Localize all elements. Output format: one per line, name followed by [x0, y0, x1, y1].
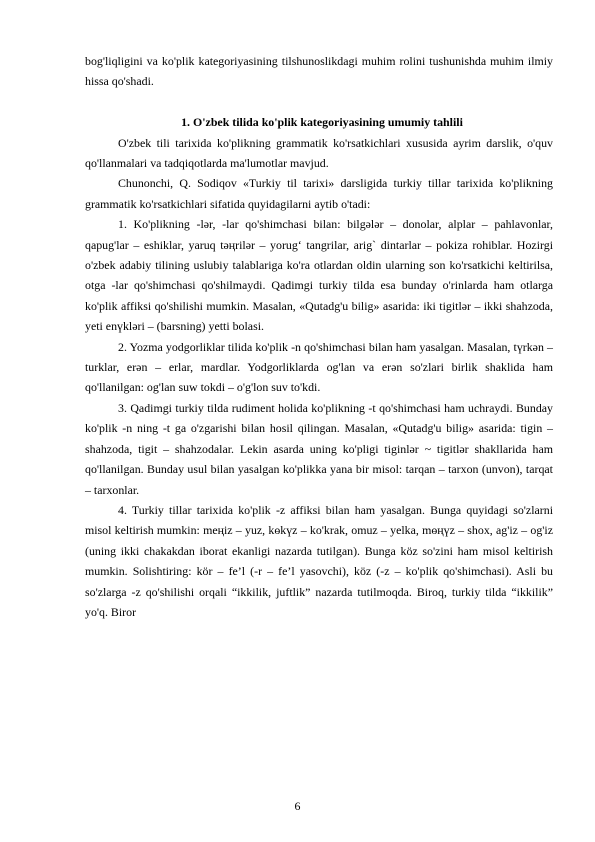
body-paragraph: O'zbek tili tarixida ko'plikning grammatik ko'rsatkichlari xususida ayrim darslik, o'quv qo'llanmalari va tadqiqotlarda ma'lumotlar mavjud.: [85, 135, 553, 171]
page-number: 6: [294, 799, 301, 813]
section-heading: 1. O'zbek tilida ko'plik kategoriyasining umumiy tahlili: [181, 115, 463, 130]
page-body: [85, 51, 553, 622]
intro-paragraph: bog'liqligini va ko'plik kategoriyasining tilshunoslikdagi muhim rolini tushunishda muhim ilmiy hissa qo'shadi.: [85, 54, 553, 89]
list-item-1: 1. Ko'plikning -lər, -lar qo'shimchasi bilan: bilgələr – donolar, alplar – pahlavonlar, qapug'lar – eshiklar, yaruq tәңrilәr – yorug‘ tangrilar, arig` dintarlar – pokiza rohiblar. Hozirgi o'zbek adabiy tilining uslubiy talablariga ko'ra otlardan oldin ularning son ko'rsatkichi keltirilsa, otga -lar qo'shimchasi qo'shilmaydi. Qadimgi turkiy tilda esa bunday o'rinlarda ham otlarga ko'plik affiksi qo'shilishi mumkin. Masalan, «Qutadg'u bilig» asarida: iki tigitlər – ikki shahzoda, yeti enүklәri – (barsning) yetti bolasi.: [85, 217, 553, 334]
list-item-4: 4. Turkiy tillar tarixida ko'plik -z affiksi bilan ham yasalgan. Bunga quyidagi so'zlarni misol keltirish mumkin: meңiz – yuz, kөkүz – ko'krak, omuz – yelka, mөңүz – shox, ag'iz – og'iz (uning ikki chakakdan iborat ekanligi nazarda tutilgan). Bunga köz so'zini ham misol keltirish mumkin. Solishtiring: kör – fe’l (-r – fe’l yasovchi), köz (-z – ko'plik qo'shimchasi). Asli bu so'zlarga -z qo'shilishi orqali “ikkilik, juftlik” nazarda tutilmoqda. Biroq, turkiy tilda “ikkilik” yo'q. Biror: [85, 502, 553, 619]
list-item-3: 3. Qadimgi turkiy tilda rudiment holida ko'plikning -t qo'shimchasi ham uchraydi. Bunday ko'plik -n ning -t ga o'zgarishi bilan hosil qilingan. Masalan, «Qutadg'u bilig» asarida: tigin – shahzoda, tigit – shahzodalar. Lekin asarda uning ko'pligi tiginlər ~ tigitlər shakllarida ham qo'llanilgan. Bunday usul bilan yasalgan ko'plikka yana bir misol: tarqan – tarxon (unvon), tarqat – tarxonlar.: [85, 400, 553, 497]
body-paragraph: Chunonchi, Q. Sodiqov «Turkiy til tarixi» darsligida turkiy tillar tarixida ko'plikning grammatik ko'rsatkichlari sifatida quyidagilarni aytib o'tadi:: [85, 176, 553, 211]
list-item-2: 2. Yozma yodgorliklar tilida ko'plik -n qo'shimchasi bilan ham yasalgan. Masalan, tүrkәn – turklar, erәn – erlar, mardlar. Yodgorliklarda og'lan va erәn so'zlari birlik shaklida ham qo'llanilgan: og'lan suw tokdi – o'g'lon suv to'kdi.: [85, 339, 553, 395]
